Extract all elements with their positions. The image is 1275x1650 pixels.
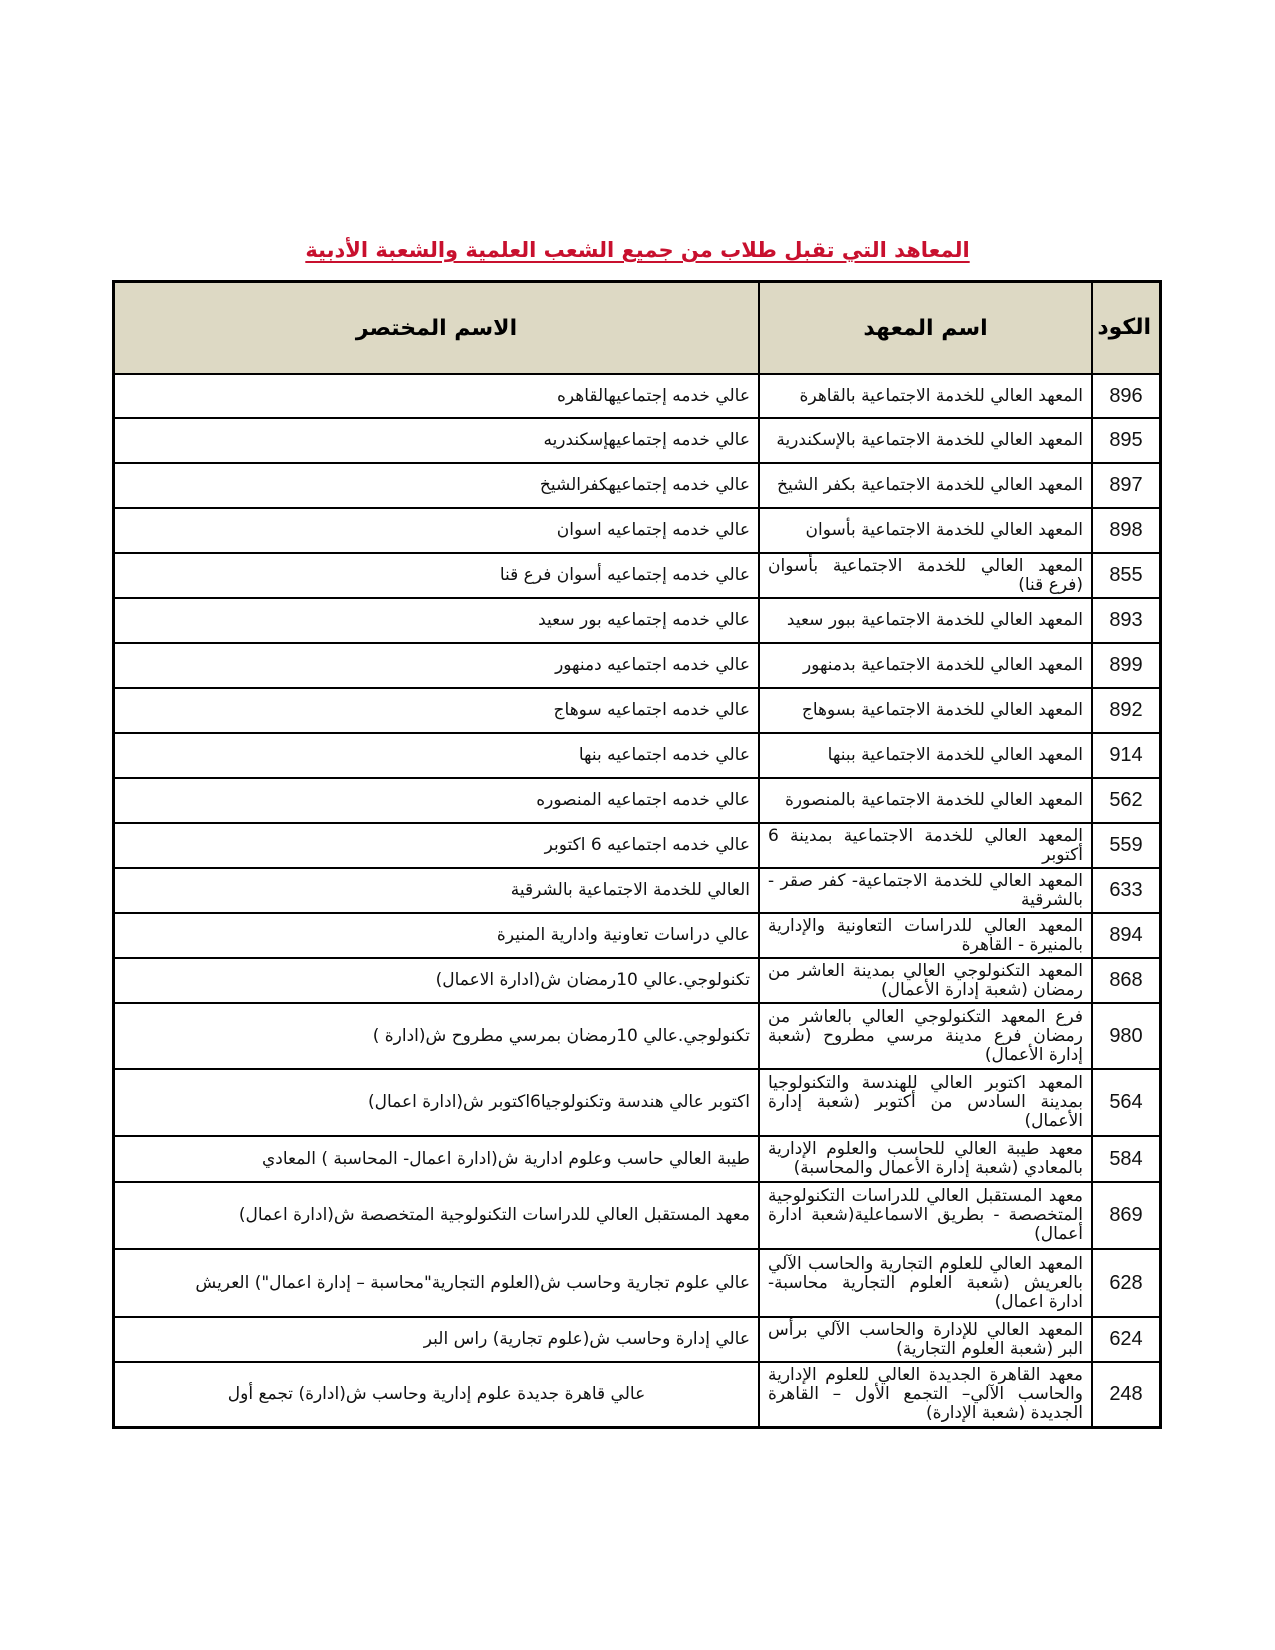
code-cell: 899 <box>1092 643 1161 688</box>
code-cell: 562 <box>1092 778 1161 823</box>
table-row <box>114 374 1161 418</box>
institute-name-cell: المعهد العالي للعلوم التجارية والحاسب الآلي بالعريش (شعبة العلوم التجارية محاسبة- ادارة اعمال) <box>759 1249 1092 1317</box>
table-row <box>114 598 1161 643</box>
institutes-table <box>112 280 1162 1429</box>
table-row <box>114 1136 1161 1182</box>
table-row <box>114 823 1161 868</box>
short-name-cell: تكنولوجي.عالي 10رمضان ش(ادارة الاعمال) <box>114 958 760 1003</box>
table-row <box>114 643 1161 688</box>
institute-name-cell: معهد القاهرة الجديدة العالي للعلوم الإدارية والحاسب الآلي– التجمع الأول – القاهرة الجديدة (شعبة الإدارة) <box>759 1362 1092 1427</box>
short-name-cell: عالي خدمه اجتماعيه سوهاج <box>114 688 760 733</box>
short-name-cell: عالي خدمه اجتماعيه 6 اكتوبر <box>114 823 760 868</box>
code-cell: 564 <box>1092 1069 1161 1136</box>
table-header-row <box>114 282 1161 375</box>
header-short-name: الاسم المختصر <box>114 282 760 375</box>
institute-name-cell: المعهد العالي للإدارة والحاسب الآلي برأس البر (شعبة العلوم التجارية) <box>759 1317 1092 1362</box>
short-name-cell: عالي خدمه إجتماعيهكفرالشيخ <box>114 463 760 508</box>
short-name-cell: عالي خدمه إجتماعيه اسوان <box>114 508 760 553</box>
code-cell: 633 <box>1092 868 1161 913</box>
short-name-cell: طيبة العالي حاسب وعلوم ادارية ش(ادارة اعمال- المحاسبة ) المعادي <box>114 1136 760 1182</box>
header-institute-name: اسم المعهد <box>759 282 1092 375</box>
code-cell: 584 <box>1092 1136 1161 1182</box>
table-row <box>114 1362 1161 1427</box>
institute-name-cell: المعهد العالي للخدمة الاجتماعية بسوهاج <box>759 688 1092 733</box>
code-cell: 869 <box>1092 1182 1161 1249</box>
institute-name-cell: المعهد العالي للخدمة الاجتماعية بأسوان <box>759 508 1092 553</box>
short-name-cell: عالي علوم تجارية وحاسب ش(العلوم التجارية"محاسبة – إدارة اعمال") العريش <box>114 1249 760 1317</box>
table-row <box>114 1182 1161 1249</box>
table-row <box>114 508 1161 553</box>
table-row <box>114 1069 1161 1136</box>
short-name-cell: عالي خدمه اجتماعيه بنها <box>114 733 760 778</box>
short-name-cell: عالي دراسات تعاونية وادارية المنيرة <box>114 913 760 958</box>
code-cell: 868 <box>1092 958 1161 1003</box>
institute-name-cell: المعهد العالي للخدمة الاجتماعية بمدينة 6 أكتوبر <box>759 823 1092 868</box>
table-row <box>114 913 1161 958</box>
institute-name-cell: المعهد العالي للخدمة الاجتماعية ببور سعيد <box>759 598 1092 643</box>
institute-name-cell: المعهد العالي للخدمة الاجتماعية بكفر الشيخ <box>759 463 1092 508</box>
institute-name-cell: معهد المستقبل العالي للدراسات التكنولوجية المتخصصة - بطريق الاسماعلية(شعبة ادارة أعمال) <box>759 1182 1092 1249</box>
short-name-cell: عالي خدمه اجتماعيه دمنهور <box>114 643 760 688</box>
table-row <box>114 733 1161 778</box>
code-cell: 893 <box>1092 598 1161 643</box>
institute-name-cell: المعهد العالي للخدمة الاجتماعية بالإسكندرية <box>759 418 1092 463</box>
institute-name-cell: المعهد العالي للخدمة الاجتماعية بدمنهور <box>759 643 1092 688</box>
short-name-cell: عالي خدمه إجتماعيه أسوان فرع قنا <box>114 553 760 598</box>
code-cell: 628 <box>1092 1249 1161 1317</box>
code-cell: 898 <box>1092 508 1161 553</box>
institute-name-cell: المعهد العالي للدراسات التعاونية والإدارية بالمنيرة - القاهرة <box>759 913 1092 958</box>
code-cell: 248 <box>1092 1362 1161 1427</box>
institute-name-cell: المعهد العالي للخدمة الاجتماعية- كفر صقر - بالشرقية <box>759 868 1092 913</box>
code-cell: 895 <box>1092 418 1161 463</box>
institute-name-cell: المعهد العالي للخدمة الاجتماعية ببنها <box>759 733 1092 778</box>
code-cell: 624 <box>1092 1317 1161 1362</box>
short-name-cell: عالي خدمه إجتماعيهإسكندريه <box>114 418 760 463</box>
short-name-cell: تكنولوجي.عالي 10رمضان بمرسي مطروح ش(ادارة ) <box>114 1003 760 1069</box>
institute-name-cell: المعهد العالي للخدمة الاجتماعية بأسوان (فرع قنا) <box>759 553 1092 598</box>
table-row <box>114 688 1161 733</box>
short-name-cell: عالي خدمه إجتماعيه بور سعيد <box>114 598 760 643</box>
code-cell: 980 <box>1092 1003 1161 1069</box>
table-row <box>114 463 1161 508</box>
short-name-cell: عالي خدمه اجتماعيه المنصوره <box>114 778 760 823</box>
table-row <box>114 778 1161 823</box>
short-name-cell: عالي قاهرة جديدة علوم إدارية وحاسب ش(ادارة) تجمع أول <box>114 1362 760 1427</box>
code-cell: 559 <box>1092 823 1161 868</box>
institute-name-cell: فرع المعهد التكنولوجي العالي بالعاشر من رمضان فرع مدينة مرسي مطروح (شعبة إدارة الأعمال) <box>759 1003 1092 1069</box>
table-row <box>114 1003 1161 1069</box>
table-row <box>114 1317 1161 1362</box>
code-cell: 894 <box>1092 913 1161 958</box>
table-row <box>114 1249 1161 1317</box>
short-name-cell: العالي للخدمة الاجتماعية بالشرقية <box>114 868 760 913</box>
code-cell: 914 <box>1092 733 1161 778</box>
table-row <box>114 958 1161 1003</box>
institute-name-cell: المعهد اكتوبر العالي للهندسة والتكنولوجيا بمدينة السادس من أكتوبر (شعبة إدارة الأعمال) <box>759 1069 1092 1136</box>
code-cell: 855 <box>1092 553 1161 598</box>
table-row <box>114 418 1161 463</box>
short-name-cell: عالي خدمه إجتماعيهالقاهره <box>114 374 760 418</box>
code-cell: 897 <box>1092 463 1161 508</box>
institute-name-cell: المعهد العالي للخدمة الاجتماعية بالمنصورة <box>759 778 1092 823</box>
document-title: المعاهد التي تقبل طلاب من جميع الشعب العلمية والشعبة الأدبية <box>305 238 970 262</box>
short-name-cell: عالي إدارة وحاسب ش(علوم تجارية) راس البر <box>114 1317 760 1362</box>
table-row <box>114 553 1161 598</box>
table-row <box>114 868 1161 913</box>
institute-name-cell: المعهد التكنولوجي العالي بمدينة العاشر من رمضان (شعبة إدارة الأعمال) <box>759 958 1092 1003</box>
code-cell: 892 <box>1092 688 1161 733</box>
institute-name-cell: المعهد العالي للخدمة الاجتماعية بالقاهرة <box>759 374 1092 418</box>
header-code: الكود <box>1092 282 1161 375</box>
institute-name-cell: معهد طيبة العالي للحاسب والعلوم الإدارية بالمعادي (شعبة إدارة الأعمال والمحاسبة) <box>759 1136 1092 1182</box>
code-cell: 896 <box>1092 374 1161 418</box>
short-name-cell: اكتوبر عالي هندسة وتكنولوجيا6اكتوبر ش(ادارة اعمال) <box>114 1069 760 1136</box>
short-name-cell: معهد المستقبل العالي للدراسات التكنولوجية المتخصصة ش(ادارة اعمال) <box>114 1182 760 1249</box>
